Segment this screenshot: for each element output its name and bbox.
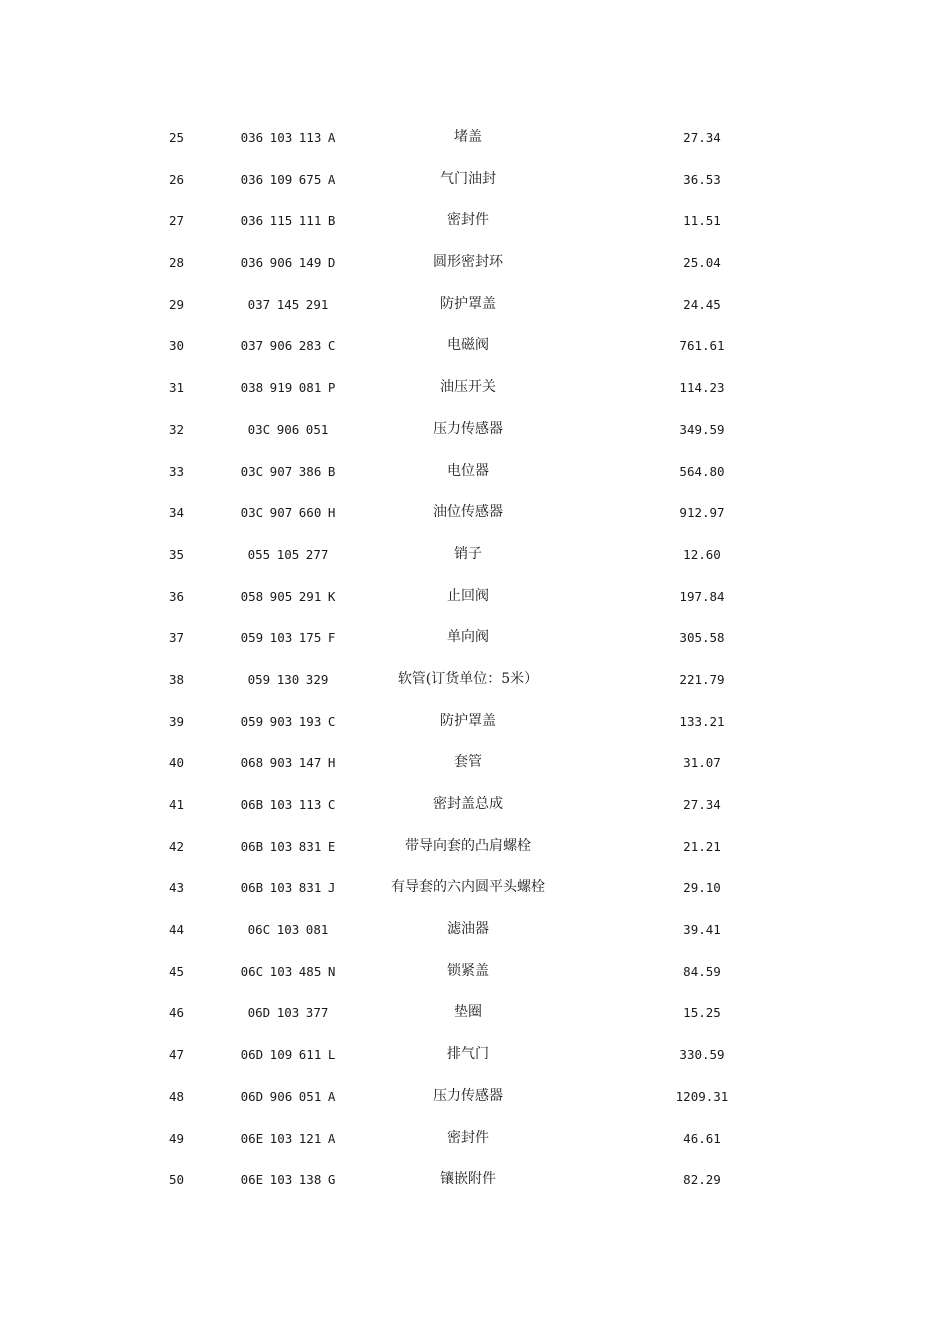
part-number: 059 130 329 [247, 671, 329, 687]
table-row [0, 117, 950, 159]
part-number: 06D 906 051 A [240, 1088, 336, 1104]
part-name: 电磁阀 [447, 337, 489, 354]
table-row [0, 867, 950, 909]
table-row [0, 576, 950, 618]
table-row [0, 742, 950, 784]
part-price: 24.45 [683, 296, 721, 312]
part-name: 垫圈 [454, 1004, 482, 1021]
part-name: 锁紧盖 [447, 962, 489, 979]
part-number: 058 905 291 K [240, 588, 336, 604]
table-row [0, 492, 950, 534]
part-name: 软管(订货单位：5米） [397, 670, 539, 687]
row-index: 41 [169, 797, 185, 812]
part-price: 1209.31 [675, 1088, 729, 1104]
table-row [0, 284, 950, 326]
part-name: 电位器 [447, 462, 489, 479]
table-row [0, 325, 950, 367]
part-name: 滤油器 [447, 921, 489, 938]
row-index: 32 [169, 421, 185, 437]
part-price: 25.04 [683, 255, 721, 271]
part-name: 密封件 [447, 1129, 489, 1146]
part-name: 油位传感器 [433, 504, 503, 521]
part-name: 密封盖总成 [433, 796, 503, 812]
part-price: 564.80 [679, 463, 725, 479]
row-index: 45 [169, 963, 185, 979]
table-row [0, 534, 950, 576]
parts-table [0, 117, 950, 1201]
part-number: 059 103 175 F [240, 630, 336, 646]
part-price: 82.29 [683, 1172, 721, 1188]
part-price: 114.23 [679, 380, 725, 396]
row-index: 46 [169, 1005, 185, 1021]
row-index: 36 [169, 588, 185, 604]
table-row [0, 1076, 950, 1118]
part-name: 油压开关 [440, 379, 496, 396]
part-name: 气门油封 [440, 170, 496, 187]
table-row [0, 617, 950, 659]
part-price: 27.34 [683, 797, 721, 812]
part-price: 27.34 [683, 130, 721, 145]
table-row [0, 409, 950, 451]
table-row [0, 451, 950, 493]
row-index: 28 [169, 255, 185, 271]
table-row [0, 784, 950, 826]
part-number: 03C 906 051 [247, 421, 329, 437]
part-number: 06B 103 831 E [240, 838, 336, 854]
table-row [0, 826, 950, 868]
part-price: 912.97 [679, 505, 725, 521]
row-index: 50 [169, 1172, 185, 1188]
row-index: 42 [169, 838, 185, 854]
part-number: 06E 103 138 G [240, 1172, 336, 1188]
part-number: 036 906 149 D [240, 255, 336, 271]
table-row [0, 367, 950, 409]
row-index: 38 [169, 671, 185, 687]
part-number: 036 103 113 A [240, 130, 336, 145]
part-name: 销子 [454, 545, 482, 562]
table-row [0, 1034, 950, 1076]
part-price: 39.41 [683, 922, 721, 938]
part-name: 防护罩盖 [440, 295, 496, 312]
row-index: 34 [169, 505, 185, 521]
table-row [0, 701, 950, 743]
row-index: 27 [169, 213, 185, 229]
part-number: 06D 109 611 L [240, 1047, 336, 1063]
part-price: 221.79 [679, 671, 725, 687]
part-name: 有导套的六内圆平头螺栓 [391, 879, 545, 896]
part-price: 21.21 [683, 838, 721, 854]
row-index: 29 [169, 296, 185, 312]
part-name: 防护罩盖 [440, 712, 496, 729]
part-name: 压力传感器 [433, 1087, 503, 1104]
row-index: 30 [169, 338, 185, 354]
part-number: 036 109 675 A [240, 171, 336, 187]
table-row [0, 659, 950, 701]
part-number: 068 903 147 H [240, 755, 336, 771]
part-price: 36.53 [683, 171, 721, 187]
part-price: 12.60 [683, 546, 721, 562]
part-price: 29.10 [683, 880, 721, 896]
part-price: 197.84 [679, 588, 725, 604]
row-index: 35 [169, 546, 185, 562]
part-name: 止回阀 [447, 587, 489, 604]
part-name: 镶嵌附件 [440, 1171, 496, 1188]
part-price: 761.61 [679, 338, 725, 354]
row-index: 37 [169, 630, 185, 646]
part-number: 038 919 081 P [240, 380, 336, 396]
part-name: 带导向套的凸肩螺栓 [405, 837, 531, 854]
table-row [0, 1159, 950, 1201]
row-index: 43 [169, 880, 185, 896]
row-index: 40 [169, 755, 185, 771]
row-index: 33 [169, 463, 185, 479]
row-index: 25 [169, 130, 185, 145]
row-index: 26 [169, 171, 185, 187]
row-index: 44 [169, 922, 185, 938]
part-price: 84.59 [683, 963, 721, 979]
part-number: 06B 103 113 C [240, 797, 336, 812]
row-index: 39 [169, 713, 185, 729]
part-name: 堵盖 [454, 129, 482, 145]
part-number: 03C 907 660 H [240, 505, 336, 521]
part-price: 133.21 [679, 713, 725, 729]
part-name: 压力传感器 [433, 420, 503, 437]
row-index: 47 [169, 1047, 185, 1063]
part-number: 03C 907 386 B [240, 463, 336, 479]
part-price: 330.59 [679, 1047, 725, 1063]
table-row [0, 242, 950, 284]
part-number: 06B 103 831 J [240, 880, 336, 896]
part-number: 059 903 193 C [240, 713, 336, 729]
table-row [0, 200, 950, 242]
part-name: 套管 [454, 754, 482, 771]
part-number: 06C 103 081 [247, 922, 329, 938]
table-row [0, 1118, 950, 1160]
part-number: 037 145 291 [247, 296, 329, 312]
part-name: 圆形密封环 [433, 254, 503, 271]
row-index: 48 [169, 1088, 185, 1104]
part-price: 349.59 [679, 421, 725, 437]
part-price: 15.25 [683, 1005, 721, 1021]
part-number: 036 115 111 B [240, 213, 336, 229]
row-index: 31 [169, 380, 185, 396]
part-name: 单向阀 [447, 629, 489, 646]
part-name: 排气门 [447, 1046, 489, 1063]
part-name: 密封件 [447, 212, 489, 229]
part-number: 055 105 277 [247, 546, 329, 562]
table-row [0, 951, 950, 993]
part-price: 11.51 [683, 213, 721, 229]
part-number: 06D 103 377 [247, 1005, 329, 1021]
row-index: 49 [169, 1130, 185, 1146]
part-number: 06C 103 485 N [240, 963, 336, 979]
table-row [0, 909, 950, 951]
part-price: 46.61 [683, 1130, 721, 1146]
part-number: 06E 103 121 A [240, 1130, 336, 1146]
table-row [0, 159, 950, 201]
part-price: 305.58 [679, 630, 725, 646]
part-price: 31.07 [683, 755, 721, 771]
table-row [0, 992, 950, 1034]
part-number: 037 906 283 C [240, 338, 336, 354]
